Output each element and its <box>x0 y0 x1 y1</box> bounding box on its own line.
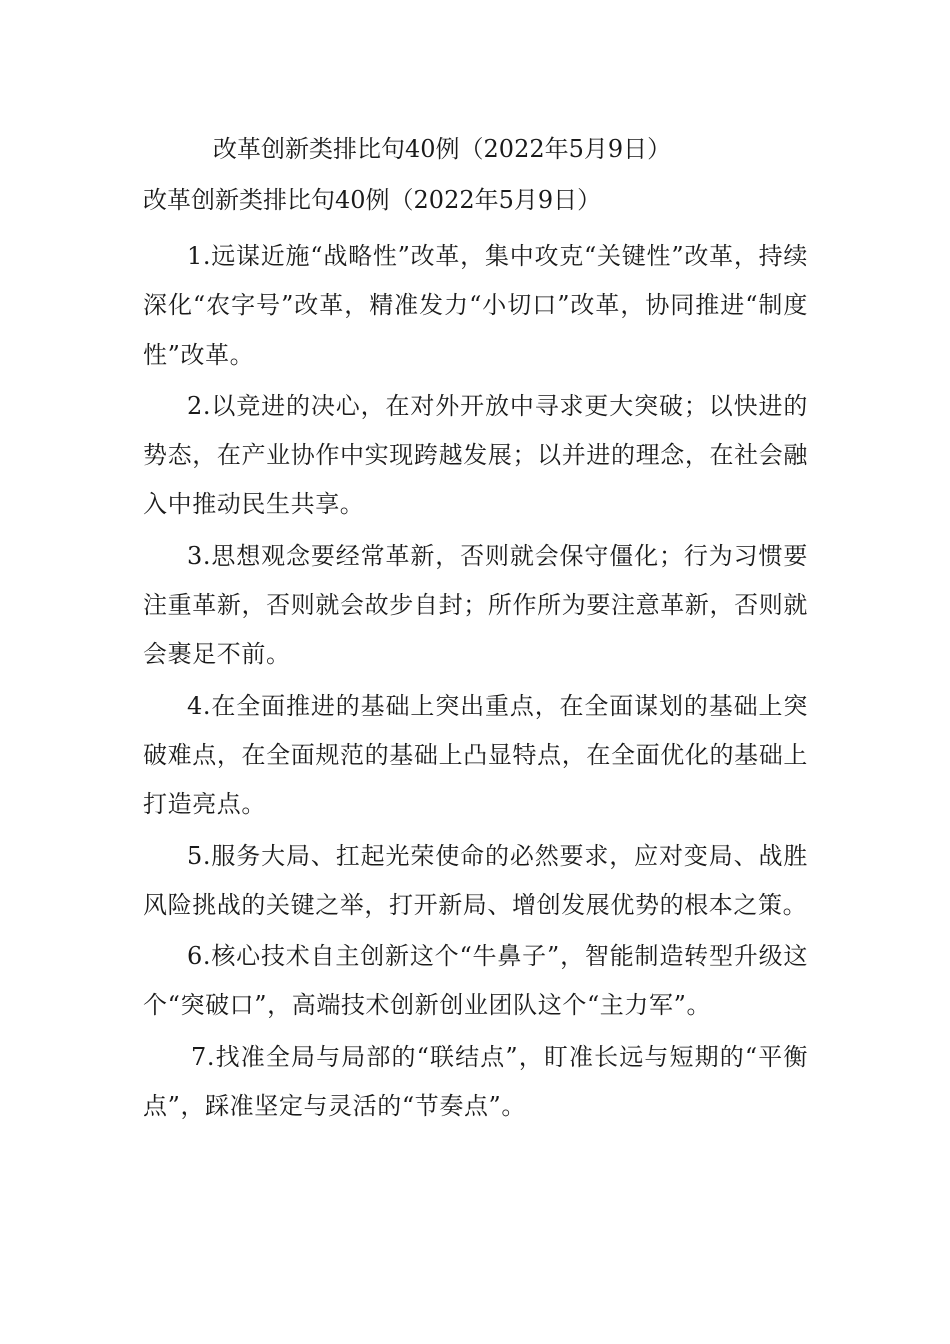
paragraph-6: 6.核心技术自主创新这个“牛鼻子”，智能制造转型升级这个“突破口”，高端技术创新创业团队这个“主力军”。 <box>143 942 808 1020</box>
paragraph-3: 3.思想观念要经常革新，否则就会保守僵化；行为习惯要注重革新，否则就会故步自封；所作所为要注意革新，否则就会裹足不前。 <box>143 541 808 669</box>
paragraph-4: 4.在全面推进的基础上突出重点，在全面谋划的基础上突破难点，在全面规范的基础上凸显特点，在全面优化的基础上打造亮点。 <box>143 691 808 819</box>
paragraph-2: 2.以竞进的决心，在对外开放中寻求更大突破；以快进的势态，在产业协作中实现跨越发展；以并进的理念，在社会融入中推动民生共享。 <box>143 391 808 519</box>
page-subtitle: 改革创新类排比句40例（2022年5月9日） <box>143 186 602 214</box>
paragraph-5: 5.服务大局、扛起光荣使命的必然要求，应对变局、战胜风险挑战的关键之举，打开新局、增创发展优势的根本之策。 <box>143 841 808 919</box>
document-body <box>143 232 808 1133</box>
paragraph-1: 1.远谋近施“战略性”改革，集中攻克“关键性”改革，持续深化“农字号”改革，精准发力“小切口”改革，协同推进“制度性”改革。 <box>143 242 808 369</box>
paragraph-7: 7.找准全局与局部的“联结点”，盯准长远与短期的“平衡点”，踩准坚定与灵活的“节奏点”。 <box>143 1042 808 1121</box>
page-title: 改革创新类排比句40例（2022年5月9日） <box>213 135 672 163</box>
